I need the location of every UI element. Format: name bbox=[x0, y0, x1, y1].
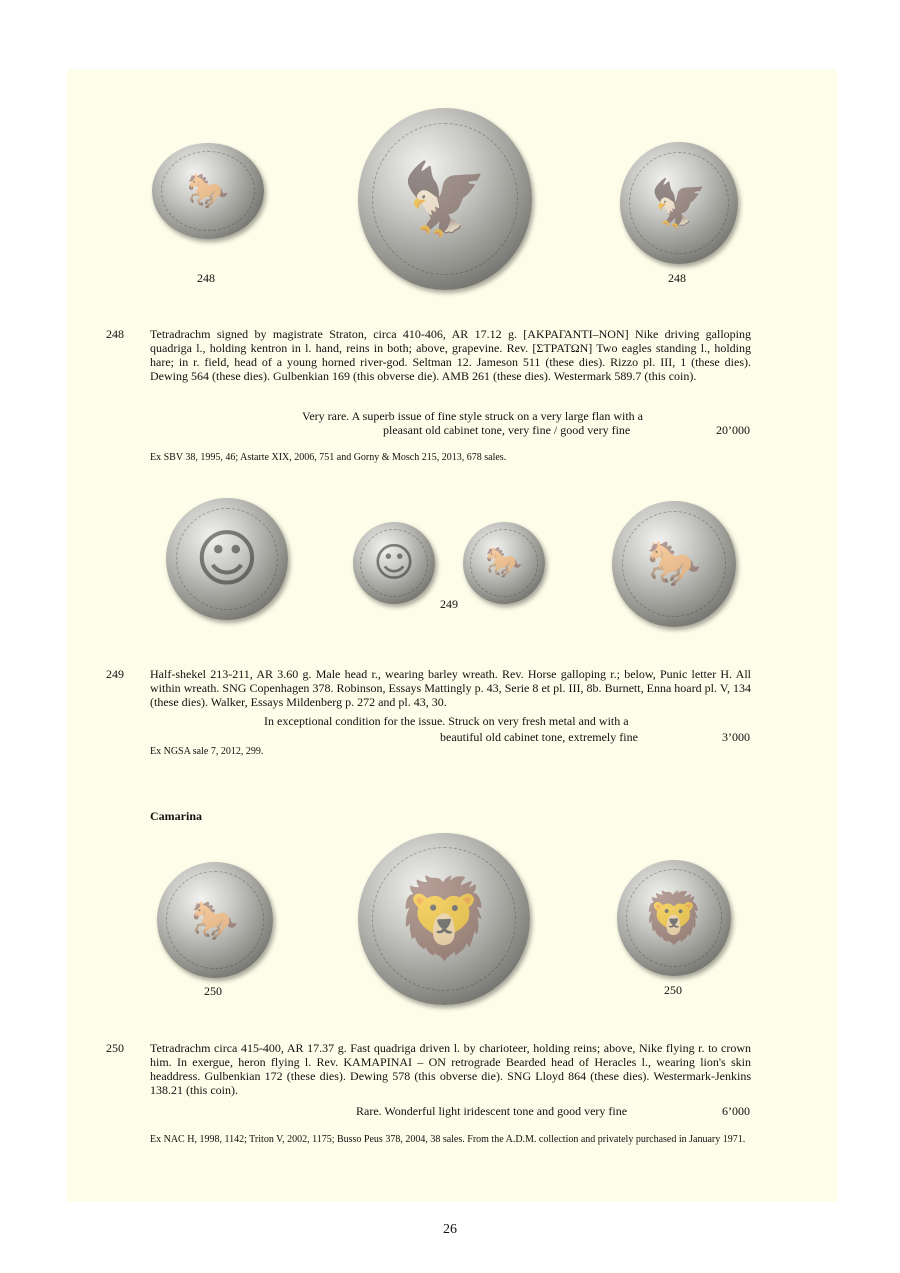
coin-248-obverse-image bbox=[152, 143, 264, 239]
lot-estimate: 3’000 bbox=[722, 730, 750, 744]
image-label: 248 bbox=[668, 271, 686, 285]
lot-remark: beautiful old cabinet tone, extremely fine bbox=[440, 730, 638, 744]
coin-248-reverse-image-large bbox=[358, 108, 532, 290]
lot-provenance: Ex NAC H, 1998, 1142; Triton V, 2002, 1175; Busso Peus 378, 2004, 38 sales. From the A.D.M. collection and privately purchased in January 1971. bbox=[150, 1134, 746, 1145]
lot-description: Tetradrachm signed by magistrate Straton, circa 410-406, AR 17.12 g. [ΑΚΡΑΓΑΝΤΙ–ΝΟΝ] Nike driving galloping quadriga l., holding kentron in l. hand, reins in both; above, grapevine. Rev. [ΣΤΡΑΤΩΝ] Two eagles standing l., holding hare; in r. field, head of a young horned river-god. Seltman 12. Jameson 511 (these dies). Rizzo pl. III, 1 (these dies). Dewing 564 (these dies). Gulbenkian 169 (this obverse die). AMB 261 (these dies). Westermark 589.7 (this coin). bbox=[150, 327, 751, 383]
lot-description: Half-shekel 213-211, AR 3.60 g. Male head r., wearing barley wreath. Rev. Horse galloping r.; below, Punic letter H. All within wreath. SNG Copenhagen 378. Robinson, Essays Mattingly p. 43, Serie 8 et pl. III, 8b. Burnett, Enna hoard pl. V, 134 (these dies). Walker, Essays Mildenberg p. 272 and pl. 43, 30. bbox=[150, 667, 751, 709]
lot-provenance: Ex SBV 38, 1995, 46; Astarte XIX, 2006, 751 and Gorny & Mosch 215, 2013, 678 sales. bbox=[150, 452, 507, 463]
lot-remark: pleasant old cabinet tone, very fine / good very fine bbox=[383, 423, 631, 437]
coin-250-reverse-image bbox=[617, 860, 731, 976]
horse-icon: 🐎 bbox=[485, 545, 523, 580]
lot-provenance: Ex NGSA sale 7, 2012, 299. bbox=[150, 746, 264, 757]
coin-250-reverse-image-large bbox=[358, 833, 530, 1005]
lot-remark: Rare. Wonderful light iridescent tone and good very fine bbox=[356, 1104, 628, 1118]
head-icon: ☺ bbox=[194, 522, 260, 595]
lot-description: Tetradrachm circa 415-400, AR 17.37 g. Fast quadriga driven l. by charioteer, holding reins; above, Nike flying r. to crown him. In exergue, heron flying l. Rev. ΚΑΜΑΡΙΝΑΙ – ΟΝ retrograde Bearded head of Heracles l., wearing lion's skin headdress. Gulbenkian 172 (these dies). Dewing 578 (this obverse die). SNG Lloyd 864 (these dies). Westermark-Jenkins 138.21 (this coin). bbox=[150, 1041, 751, 1097]
image-label: 248 bbox=[197, 271, 215, 285]
coin-250-obverse-image bbox=[157, 862, 273, 978]
image-label: 250 bbox=[664, 983, 682, 997]
lot-remark: In exceptional condition for the issue. Struck on very fresh metal and with a bbox=[264, 714, 629, 728]
section-heading: Camarina bbox=[150, 809, 202, 823]
lot-number: 250 bbox=[106, 1041, 124, 1055]
image-label: 250 bbox=[204, 984, 222, 998]
coin-249-reverse-image bbox=[463, 522, 545, 604]
coin-248-reverse-image bbox=[620, 142, 738, 264]
lion-head-icon: 🦁 bbox=[642, 889, 706, 947]
page-number: 26 bbox=[443, 1222, 457, 1237]
lot-number: 248 bbox=[106, 327, 124, 341]
lion-head-icon: 🦁 bbox=[395, 874, 493, 964]
coin-249-obverse-image bbox=[353, 522, 435, 604]
coin-249-obverse-image-large bbox=[166, 498, 288, 620]
horse-icon: 🐎 bbox=[646, 538, 702, 589]
eagle-icon: 🦅 bbox=[401, 158, 489, 240]
lot-remark: Very rare. A superb issue of fine style struck on a very large flan with a bbox=[302, 409, 644, 423]
quadriga-icon: 🐎 bbox=[186, 171, 230, 211]
lot-estimate: 20’000 bbox=[716, 423, 750, 437]
head-icon: ☺ bbox=[373, 540, 415, 586]
coin-249-reverse-image-large bbox=[612, 501, 736, 627]
lot-number: 249 bbox=[106, 667, 124, 681]
lot-estimate: 6’000 bbox=[722, 1104, 750, 1118]
quadriga-icon: 🐎 bbox=[191, 898, 239, 942]
eagle-icon: 🦅 bbox=[650, 176, 708, 230]
image-label: 249 bbox=[440, 597, 458, 611]
